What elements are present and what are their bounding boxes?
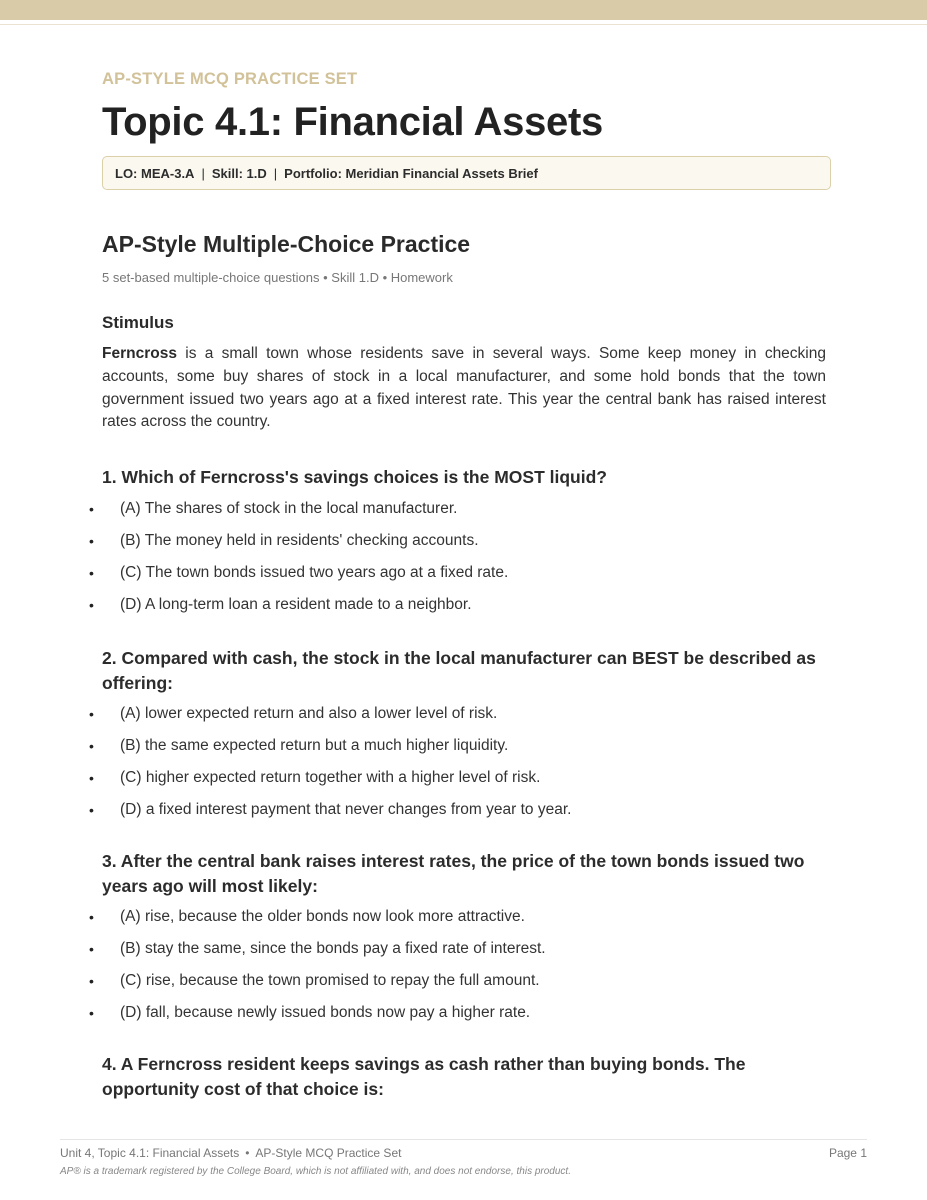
footer-rule: [60, 1139, 867, 1140]
top-rule: [0, 24, 927, 25]
skill-code: Skill: 1.D: [211, 165, 267, 181]
option-text: (C) rise, because the town promised to repay the full amount.: [120, 972, 540, 989]
option-text: (B) the same expected return but a much higher liquidity.: [120, 737, 509, 754]
option-text: (C) higher expected return together with a higher level of risk.: [120, 769, 541, 786]
answer-option[interactable]: [89, 965, 832, 997]
bullet-icon: •: [89, 973, 94, 989]
stimulus-text: [102, 343, 826, 434]
answer-option[interactable]: [89, 794, 832, 826]
bullet-icon: •: [89, 738, 94, 754]
bullet-icon: •: [89, 706, 94, 722]
trademark-disclaimer: AP® is a trademark registered by the College Board, which is not affiliated with, and does not endorse, this product.: [60, 1166, 571, 1177]
option-text: (B) stay the same, since the bonds pay a fixed rate of interest.: [120, 940, 546, 957]
stimulus-heading: Stimulus: [102, 313, 174, 332]
option-text: (D) fall, because newly issued bonds now pay a higher rate.: [120, 1004, 531, 1021]
set-kicker: AP-STYLE MCQ PRACTICE SET: [102, 70, 358, 88]
stimulus-body: is a small town whose residents save in several ways. Some keep money in checking accounts, some buy shares of stock in a local manufacturer, and some hold bonds that the town government issued two years ago at a fixed interest rate. This year the central bank has raised interest rates across the country.: [102, 345, 826, 431]
question-stem: 3. After the central bank raises interest rates, the price of the town bonds issued two years ago will most likely:: [102, 851, 805, 896]
meta-box: [102, 156, 831, 190]
bullet-icon: •: [89, 1005, 94, 1021]
bullet-icon: •: [89, 564, 94, 581]
option-text: (A) rise, because the older bonds now look more attractive.: [120, 908, 525, 925]
option-list: [89, 698, 832, 826]
bullet-icon: •: [89, 596, 94, 613]
top-accent-band: [0, 0, 927, 20]
option-text: (D) A long-term loan a resident made to a neighbor.: [120, 595, 472, 613]
option-list: [89, 901, 832, 1029]
learning-objective: LO: MEA-3.A: [115, 165, 195, 181]
page-number: Page 1: [828, 1146, 867, 1160]
bullet-icon: •: [89, 532, 94, 549]
answer-option[interactable]: [89, 901, 832, 933]
stimulus-lead: Ferncross: [102, 345, 177, 362]
bullet-icon: •: [89, 770, 94, 786]
meta-separator: |: [273, 165, 278, 181]
question-4: [102, 1052, 832, 1101]
footer-dot: •: [245, 1146, 250, 1160]
option-list: [89, 493, 832, 621]
bullet-icon: •: [89, 941, 94, 957]
question-2: [89, 646, 832, 826]
question-1: [89, 465, 832, 621]
answer-option[interactable]: [89, 933, 832, 965]
option-text: (D) a fixed interest payment that never changes from year to year.: [120, 801, 572, 818]
section-subtitle: 5 set-based multiple-choice questions • Skill 1.D • Homework: [102, 270, 453, 285]
answer-option[interactable]: [89, 730, 832, 762]
bullet-icon: •: [89, 802, 94, 818]
question-stem: 2. Compared with cash, the stock in the local manufacturer can BEST be described as offering:: [102, 648, 816, 693]
option-text: (C) The town bonds issued two years ago at a fixed rate.: [120, 563, 509, 581]
bullet-icon: •: [89, 909, 94, 925]
option-text: (A) lower expected return and also a lower level of risk.: [120, 705, 498, 722]
answer-option[interactable]: [89, 557, 832, 589]
bullet-icon: •: [89, 500, 94, 517]
meta-separator: |: [201, 165, 205, 181]
answer-option[interactable]: [89, 698, 832, 730]
footer-unit: Unit 4, Topic 4.1: Financial Assets: [60, 1146, 240, 1160]
answer-option[interactable]: [89, 762, 832, 794]
footer-set-name: AP-Style MCQ Practice Set: [255, 1146, 402, 1160]
answer-option[interactable]: [89, 589, 832, 621]
question-stem: 4. A Ferncross resident keeps savings as cash rather than buying bonds. The opportunity cost of that choice is:: [102, 1054, 746, 1099]
portfolio-name: Portfolio: Meridian Financial Assets Brief: [284, 165, 538, 181]
footer-running-title: [60, 1146, 401, 1160]
answer-option[interactable]: [89, 997, 832, 1029]
page-title: Topic 4.1: Financial Assets: [102, 100, 603, 144]
question-3: [89, 849, 832, 1029]
option-text: (A) The shares of stock in the local manufacturer.: [120, 499, 458, 517]
section-title: AP-Style Multiple-Choice Practice: [102, 231, 471, 257]
answer-option[interactable]: [89, 493, 832, 525]
answer-option[interactable]: [89, 525, 832, 557]
question-stem: 1. Which of Ferncross's savings choices is the MOST liquid?: [102, 467, 607, 487]
option-text: (B) The money held in residents' checking accounts.: [120, 531, 479, 549]
